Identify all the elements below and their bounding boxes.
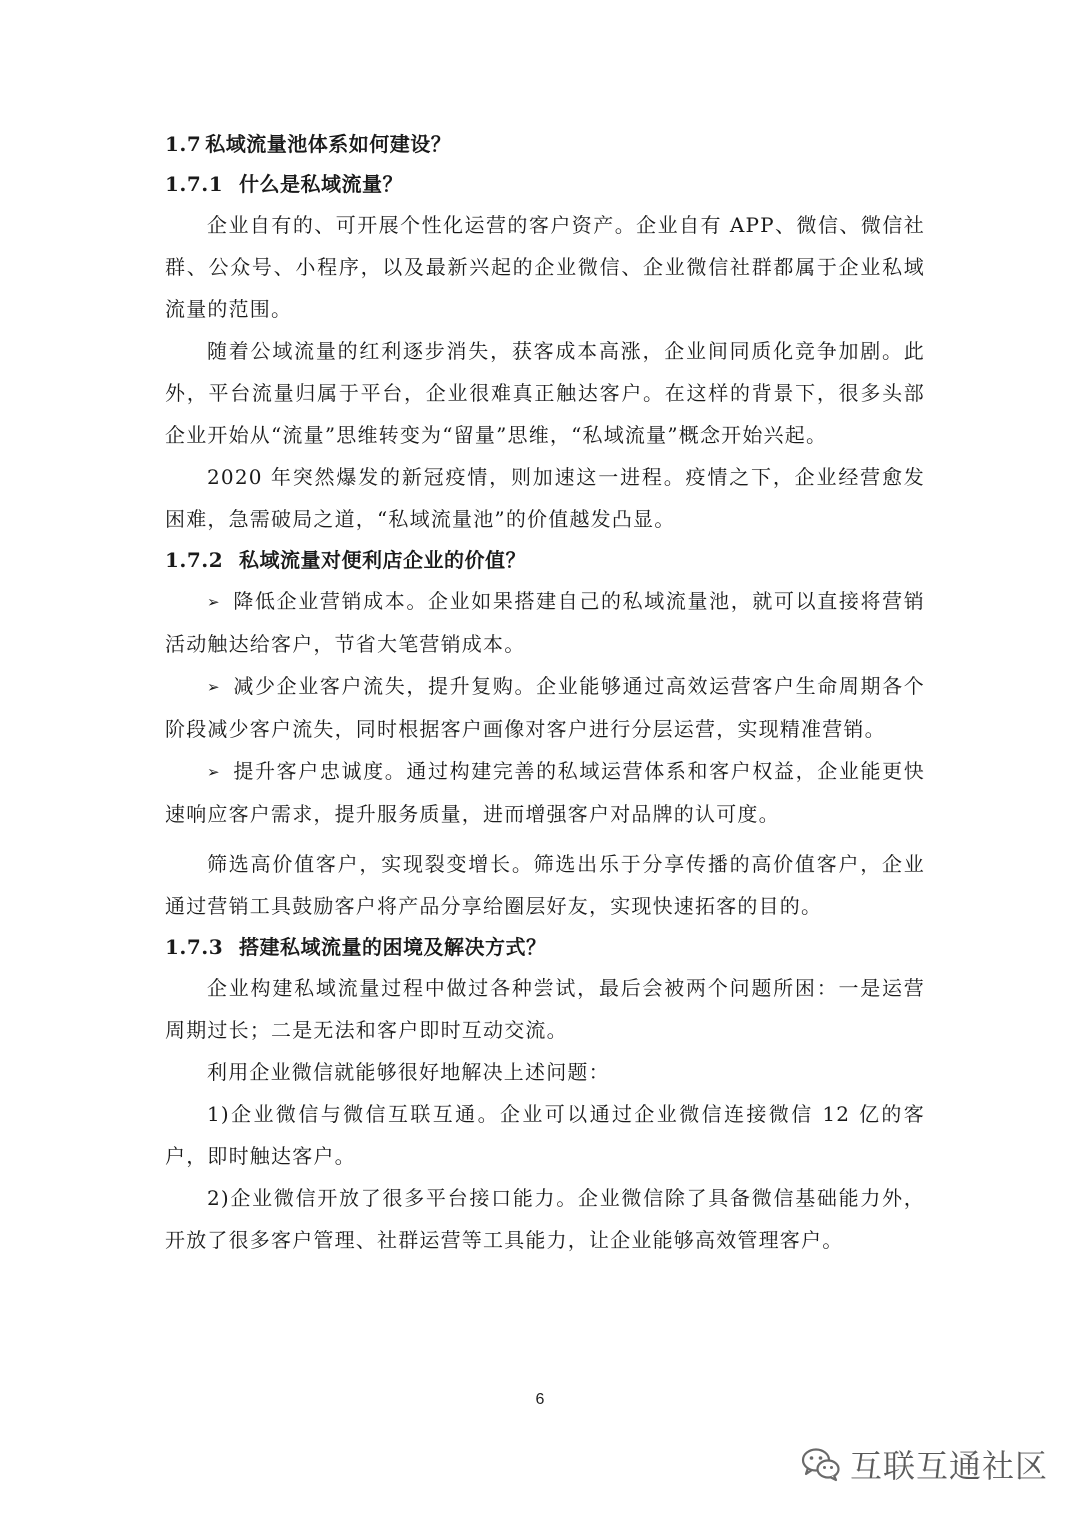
arrow-bullet-icon: ➢: [207, 763, 221, 781]
paragraph: 随着公域流量的红利逐步消失，获客成本高涨，企业间同质化竞争加剧。此外，平台流量归属于平台，企业很难真正触达客户。在这样的背景下，很多头部企业开始从“流量”思维转变为“留量”思维，“私域流量”概念开始兴起。: [165, 339, 925, 447]
subsection-number: 1.7.3: [165, 935, 224, 959]
subsection-number: 1.7.1: [165, 172, 224, 196]
paragraph: 企业构建私域流量过程中做过各种尝试，最后会被两个问题所困：一是运营周期过长；二是无法和客户即时互动交流。: [165, 976, 925, 1042]
bullet-item: [165, 750, 925, 835]
bullet-text: 减少企业客户流失，提升复购。企业能够通过高效运营客户生命周期各个阶段减少客户流失，同时根据客户画像对客户进行分层运营，实现精准营销。: [165, 674, 925, 741]
subsection-heading-2: [165, 540, 925, 580]
watermark: [800, 1440, 1048, 1488]
paragraph: 利用企业微信就能够很好地解决上述问题：: [207, 1060, 610, 1084]
subsection-title: 什么是私域流量？: [239, 172, 403, 196]
section-title: 私域流量池体系如何建设？: [205, 132, 452, 156]
subsection-title: 私域流量对便利店企业的价值？: [239, 548, 526, 572]
arrow-bullet-icon: ➢: [207, 593, 221, 611]
paragraph: 2020 年突然爆发的新冠疫情，则加速这一进程。疫情之下，企业经营愈发困难，急需破局之道，“私域流量池”的价值越发凸显。: [165, 465, 925, 531]
watermark-text: 互联互通社区: [849, 1447, 1048, 1485]
bullet-text: 降低企业营销成本。企业如果搭建自己的私域流量池，就可以直接将营销活动触达给客户，节省大笔营销成本。: [165, 589, 925, 656]
bullet-item: [165, 580, 925, 665]
arrow-bullet-icon: ➢: [207, 678, 221, 696]
paragraph: 筛选高价值客户，实现裂变增长。筛选出乐于分享传播的高价值客户，企业通过营销工具鼓励客户将产品分享给圈层好友，实现快速拓客的目的。: [165, 852, 925, 918]
document-content: [165, 124, 925, 1261]
bullet-item: [165, 665, 925, 750]
bullet-text: 提升客户忠诚度。通过构建完善的私域运营体系和客户权益，企业能更快速响应客户需求，提升服务质量，进而增强客户对品牌的认可度。: [165, 759, 925, 826]
subsection-number: 1.7.2: [165, 548, 224, 572]
subsection-heading-3: [165, 927, 925, 967]
paragraph: 2)企业微信开放了很多平台接口能力。企业微信除了具备微信基础能力外，开放了很多客户管理、社群运营等工具能力，让企业能够高效管理客户。: [165, 1186, 925, 1252]
paragraph: 企业自有的、可开展个性化运营的客户资产。企业自有 APP、微信、微信社群、公众号、小程序，以及最新兴起的企业微信、企业微信社群都属于企业私域流量的范围。: [165, 213, 925, 321]
section-heading: [165, 124, 925, 164]
page-number: 6: [535, 1391, 545, 1408]
paragraph: 1)企业微信与微信互联互通。企业可以通过企业微信连接微信 12 亿的客户，即时触达客户。: [165, 1102, 925, 1168]
wechat-icon: [800, 1446, 842, 1482]
subsection-heading-1: [165, 164, 925, 204]
section-number: 1.7: [165, 132, 202, 156]
subsection-title: 搭建私域流量的困境及解决方式？: [239, 935, 547, 959]
